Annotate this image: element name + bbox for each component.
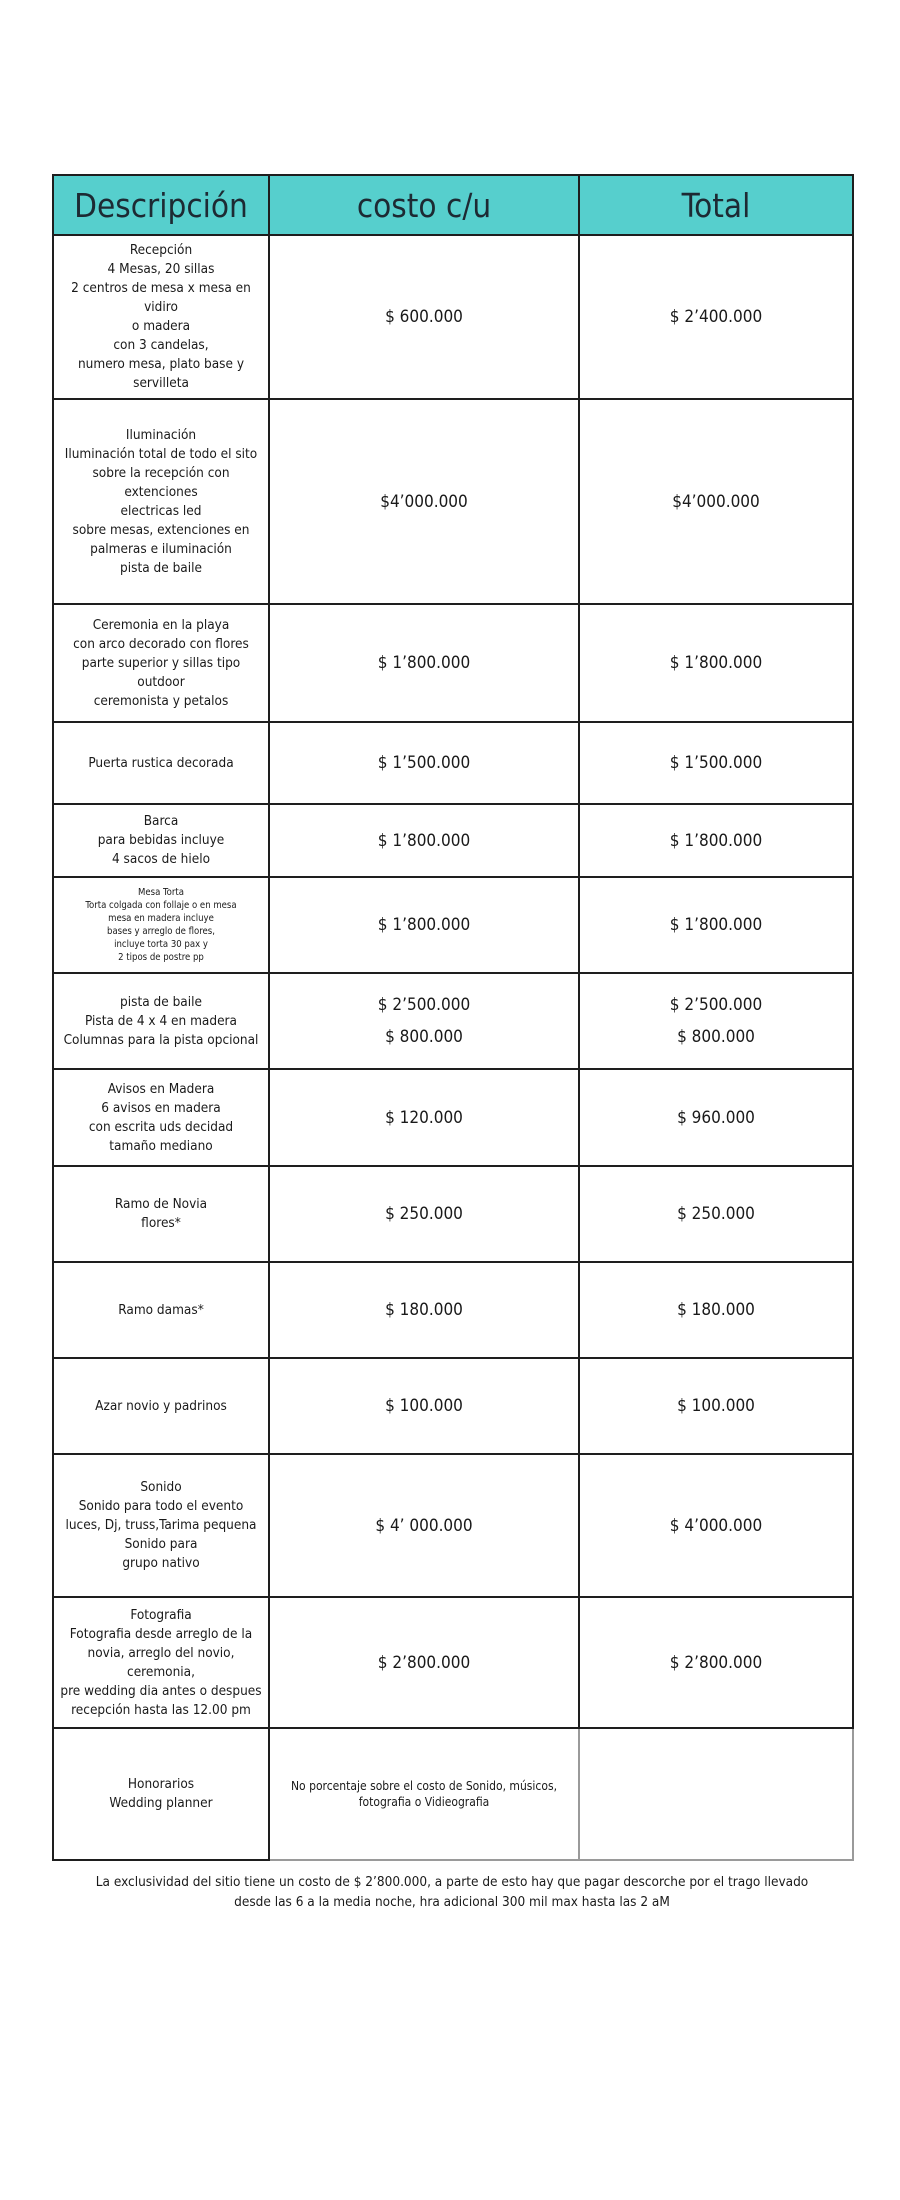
row-unit-cost: $ 2’800.000 (269, 1597, 579, 1728)
row-unit-cost: $ 1’500.000 (269, 722, 579, 804)
table-row (53, 1597, 853, 1728)
table-row (53, 1454, 853, 1597)
row-total: $ 1’800.000 (579, 604, 853, 722)
row-unit-cost: $ 600.000 (269, 235, 579, 399)
table-row (53, 1262, 853, 1358)
row-unit-cost: $ 120.000 (269, 1069, 579, 1166)
row-total-empty (579, 1728, 853, 1860)
footer-line: desde las 6 a la media noche, hra adicional 300 mil max hasta las 2 aM (234, 1894, 670, 1910)
row-unit-cost: $ 1’800.000 (269, 804, 579, 877)
footer-note (52, 1872, 852, 1912)
row-description: Fotografia Fotografia desde arreglo de la novia, arreglo del novio, ceremonia, pre wedding dia antes o despues recepción hasta las 12.00 pm (53, 1597, 269, 1728)
table-row (53, 804, 853, 877)
row-description: Iluminación Iluminación total de todo el sito sobre la recepción con extenciones electricas led sobre mesas, extenciones en palmeras e iluminación pista de baile (53, 399, 269, 604)
table-row (53, 1728, 853, 1860)
row-total: $ 250.000 (579, 1166, 853, 1262)
row-description: Recepción 4 Mesas, 20 sillas 2 centros de mesa x mesa en vidiro o madera con 3 candelas, numero mesa, plato base y servilleta (53, 235, 269, 399)
row-description: pista de baile Pista de 4 x 4 en madera Columnas para la pista opcional (53, 973, 269, 1069)
row-total: $ 2’400.000 (579, 235, 853, 399)
price-table (52, 174, 854, 1861)
row-description: Ceremonia en la playa con arco decorado con flores parte superior y sillas tipo outdoor ceremonista y petalos (53, 604, 269, 722)
row-total: $ 1’800.000 (579, 804, 853, 877)
table-row (53, 1069, 853, 1166)
row-total: $ 4’000.000 (579, 1454, 853, 1597)
table-row (53, 235, 853, 399)
row-unit-cost: $ 250.000 (269, 1166, 579, 1262)
row-description: Puerta rustica decorada (53, 722, 269, 804)
table-row (53, 1166, 853, 1262)
row-description: Honorarios Wedding planner (53, 1728, 269, 1860)
quote-sheet (52, 174, 852, 1861)
row-description: Mesa Torta Torta colgada con follaje o en mesa mesa en madera incluye bases y arreglo de flores, incluye torta 30 pax y 2 tipos de postre pp (53, 877, 269, 973)
row-total: $ 2’800.000 (579, 1597, 853, 1728)
header-total: Total (579, 175, 853, 235)
row-description: Azar novio y padrinos (53, 1358, 269, 1454)
row-description: Ramo de Novia flores* (53, 1166, 269, 1262)
row-unit-cost: $4’000.000 (269, 399, 579, 604)
row-total: $ 100.000 (579, 1358, 853, 1454)
row-description: Avisos en Madera 6 avisos en madera con escrita uds decidad tamaño mediano (53, 1069, 269, 1166)
row-description: Ramo damas* (53, 1262, 269, 1358)
row-unit-cost: $ 1’800.000 (269, 604, 579, 722)
table-header-row (53, 175, 853, 235)
row-total: $ 960.000 (579, 1069, 853, 1166)
row-note: No porcentaje sobre el costo de Sonido, músicos, fotografia o Vidieografia (269, 1728, 579, 1860)
table-row (53, 877, 853, 973)
table-row (53, 399, 853, 604)
row-total: $ 2’500.000 $ 800.000 (579, 973, 853, 1069)
header-description: Descripción (53, 175, 269, 235)
header-unit-cost: costo c/u (269, 175, 579, 235)
table-row (53, 973, 853, 1069)
row-description: Sonido Sonido para todo el evento luces, Dj, truss,Tarima pequena Sonido para grupo nativo (53, 1454, 269, 1597)
table-row (53, 604, 853, 722)
row-total: $4’000.000 (579, 399, 853, 604)
row-unit-cost: $ 100.000 (269, 1358, 579, 1454)
table-row (53, 722, 853, 804)
row-unit-cost: $ 2’500.000 $ 800.000 (269, 973, 579, 1069)
row-total: $ 1’500.000 (579, 722, 853, 804)
row-unit-cost: $ 4’ 000.000 (269, 1454, 579, 1597)
row-total: $ 180.000 (579, 1262, 853, 1358)
table-row (53, 1358, 853, 1454)
row-description: Barca para bebidas incluye 4 sacos de hielo (53, 804, 269, 877)
row-total: $ 1’800.000 (579, 877, 853, 973)
row-unit-cost: $ 1’800.000 (269, 877, 579, 973)
footer-line: La exclusividad del sitio tiene un costo de $ 2’800.000, a parte de esto hay que pagar descorche por el trago llevado (95, 1874, 809, 1890)
row-unit-cost: $ 180.000 (269, 1262, 579, 1358)
